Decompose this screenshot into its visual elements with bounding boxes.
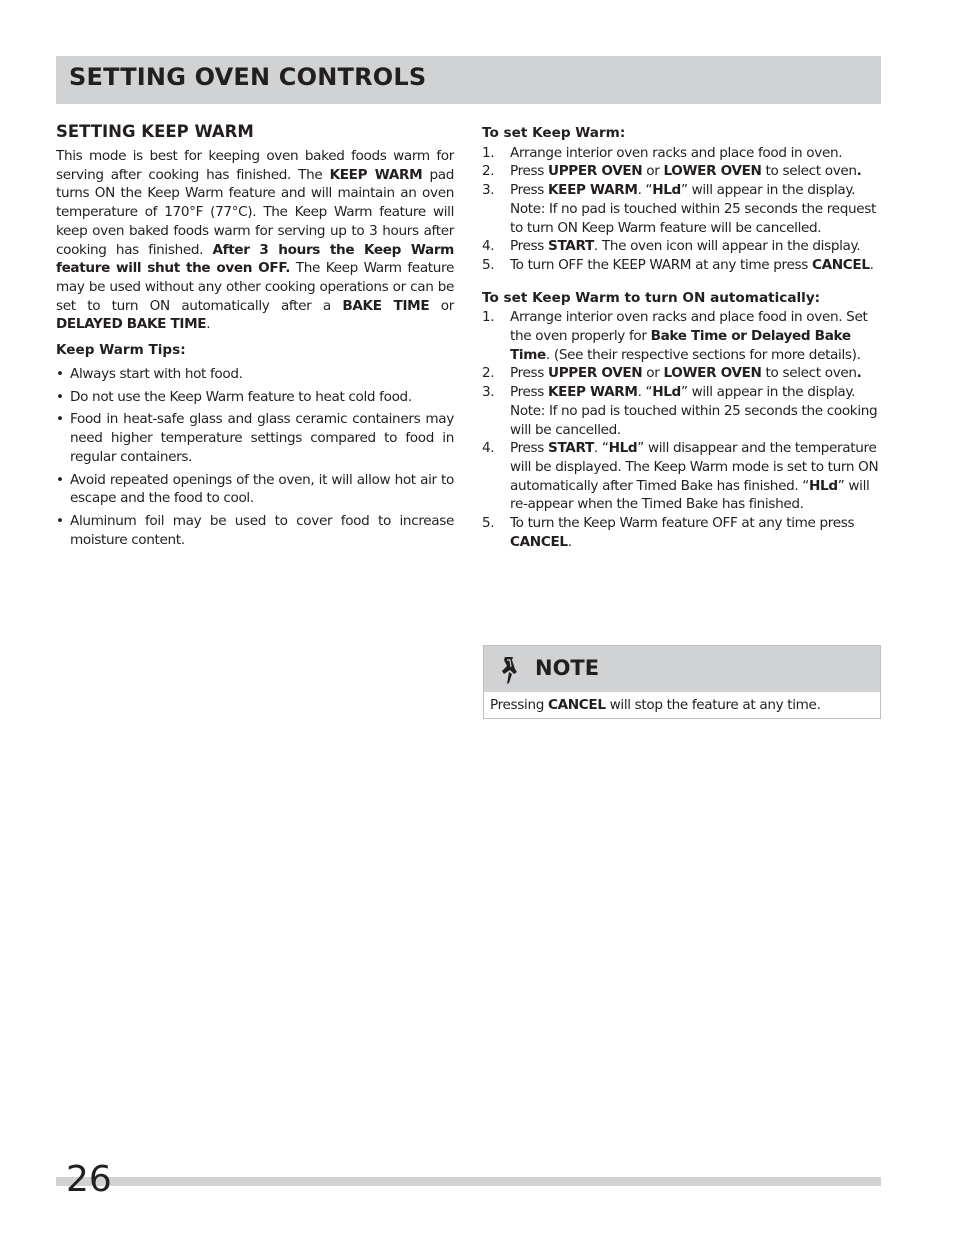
text-run: Press [510,365,548,382]
bold-text: After 3 hours the Keep Warm feature will shut the oven OFF. [56,241,454,277]
tips-heading: Keep Warm Tips: [56,342,186,359]
step-number: 4. [482,440,495,457]
step-item [482,308,882,364]
section-heading: SETTING KEEP WARM [56,122,254,141]
text-run: ” will appear in the display. Note: If no pad is touched within 25 seconds the cooking will be cancelled. [510,384,878,438]
note-body [490,697,821,713]
text-run: . [869,256,874,273]
text-run: To turn OFF the KEEP WARM at any time press [510,256,812,273]
text-run: . “ [593,440,609,457]
bold-text: . [856,163,862,180]
bold-text: HLd [809,477,838,494]
step-number: 5. [482,515,495,532]
step-item [482,181,882,237]
step-item [482,237,882,256]
text-run: Press [510,163,548,180]
tip-text: Food in heat-safe glass and glass ceramic containers may need higher temperature settings compared to food in regular containers. [70,411,454,465]
bold-text: . [856,365,862,382]
step-number: 2. [482,163,495,180]
text-run: ” will appear in the display. Note: If no pad is touched within 25 seconds the request to turn ON Keep Warm feature will be cancelled. [510,182,876,236]
bullet-icon: • [56,366,64,383]
step-number: 1. [482,144,495,161]
text-run: Press [510,384,548,401]
text-run: Arrange interior oven racks and place food in oven. [510,144,843,161]
tip-item [56,471,454,508]
bullet-icon: • [56,411,64,428]
tip-text: Always start with hot food. [70,366,243,383]
tip-text: Avoid repeated openings of the oven, it will allow hot air to escape and the food to cool. [70,471,454,507]
bold-text: UPPER OVEN [548,365,643,382]
step-item [482,162,882,181]
text-run: To turn the Keep Warm feature OFF at any time press [510,515,855,532]
auto-keep-warm-steps [482,308,882,551]
bold-text: CANCEL [510,533,568,550]
page-number: 26 [66,1159,112,1200]
note-title: NOTE [535,656,600,680]
step-number: 2. [482,365,495,382]
bold-text: DELAYED BAKE TIME [56,316,207,333]
bold-text: CANCEL [811,256,870,273]
bold-text: KEEP WARM [329,166,423,183]
step-item [482,514,882,551]
left-column [56,122,454,553]
bold-text: HLd [652,384,681,401]
text-run: to select oven [761,365,857,382]
text-run: . “ [637,182,653,199]
text-run: Press [510,238,548,255]
text-run: will stop the feature at any time. [605,697,821,713]
bold-text: LOWER OVEN [663,365,762,382]
text-run: Press [510,440,548,457]
bold-text: START [548,440,594,457]
text-run: or [429,297,454,314]
bullet-icon: • [56,388,64,405]
text-run: . [206,316,211,333]
note-box [483,645,881,719]
text-run: pad turns ON the Keep Warm feature and will maintain an oven temperature of 170°F (77°C). The Keep Warm feature will keep oven baked foods warm for serving up to 3 hours after cooking has finished. [56,166,454,258]
step-number: 3. [482,384,495,401]
text-run: . The oven icon will appear in the display. [593,238,861,255]
text-run: . [567,533,572,550]
step-item [482,383,882,439]
note-header [484,646,880,692]
text-run: . “ [637,384,653,401]
page-title: SETTING OVEN CONTROLS [69,63,427,91]
text-run: Press [510,182,548,199]
step-item [482,439,882,514]
intro-paragraph [56,147,454,334]
bold-text: HLd [652,182,681,199]
text-run: or [642,365,664,382]
tips-list [56,365,454,549]
bold-text: START [548,238,594,255]
text-run: The Keep Warm feature may be used without any other cooking operations or can be set to turn ON automatically after a [56,260,454,314]
text-run: or [642,163,664,180]
tip-item [56,512,454,549]
pushpin-icon [500,655,522,685]
step-number: 4. [482,238,495,255]
step-number: 3. [482,182,495,199]
step-item [482,256,882,275]
text-run: This mode is best for keeping oven baked foods warm for serving after cooking has finished. The [56,148,454,183]
tip-item [56,365,454,384]
bold-text: LOWER OVEN [663,163,762,180]
text-run: ” will disappear and the temperature will be displayed. The Keep Warm mode is set to turn ON automatically after Timed Bake has finished. “ [510,440,879,494]
tip-text: Aluminum foil may be used to cover food to increase moisture content. [70,512,454,548]
header-bar [56,56,881,104]
tip-item [56,410,454,466]
text-run: Arrange interior oven racks and place food in oven. Set the oven properly for [510,309,868,345]
step-item [482,364,882,383]
bold-text: CANCEL [547,697,606,713]
text-run: to select oven [761,163,857,180]
footer-bar [56,1177,881,1186]
step-item [482,144,882,163]
auto-keep-warm-heading: To set Keep Warm to turn ON automatically: [482,289,821,306]
bullet-icon: • [56,471,64,488]
right-column [482,124,882,551]
tip-item [56,388,454,407]
text-run: Pressing [490,697,548,713]
bullet-icon: • [56,512,64,529]
bold-text: BAKE TIME [342,297,430,314]
text-run: . (See their respective sections for more details). [545,346,861,363]
bold-text: KEEP WARM [548,384,638,401]
text-run: ” will re-appear when the Timed Bake has finished. [510,477,870,513]
set-keep-warm-steps [482,144,882,275]
bold-text: Bake Time or Delayed Bake Time [510,328,851,363]
step-number: 1. [482,309,495,326]
set-keep-warm-heading: To set Keep Warm: [482,125,626,141]
bold-text: UPPER OVEN [548,163,643,180]
tip-text: Do not use the Keep Warm feature to heat cold food. [70,388,412,405]
bold-text: KEEP WARM [548,182,638,199]
bold-text: HLd [608,440,638,457]
step-number: 5. [482,256,495,273]
